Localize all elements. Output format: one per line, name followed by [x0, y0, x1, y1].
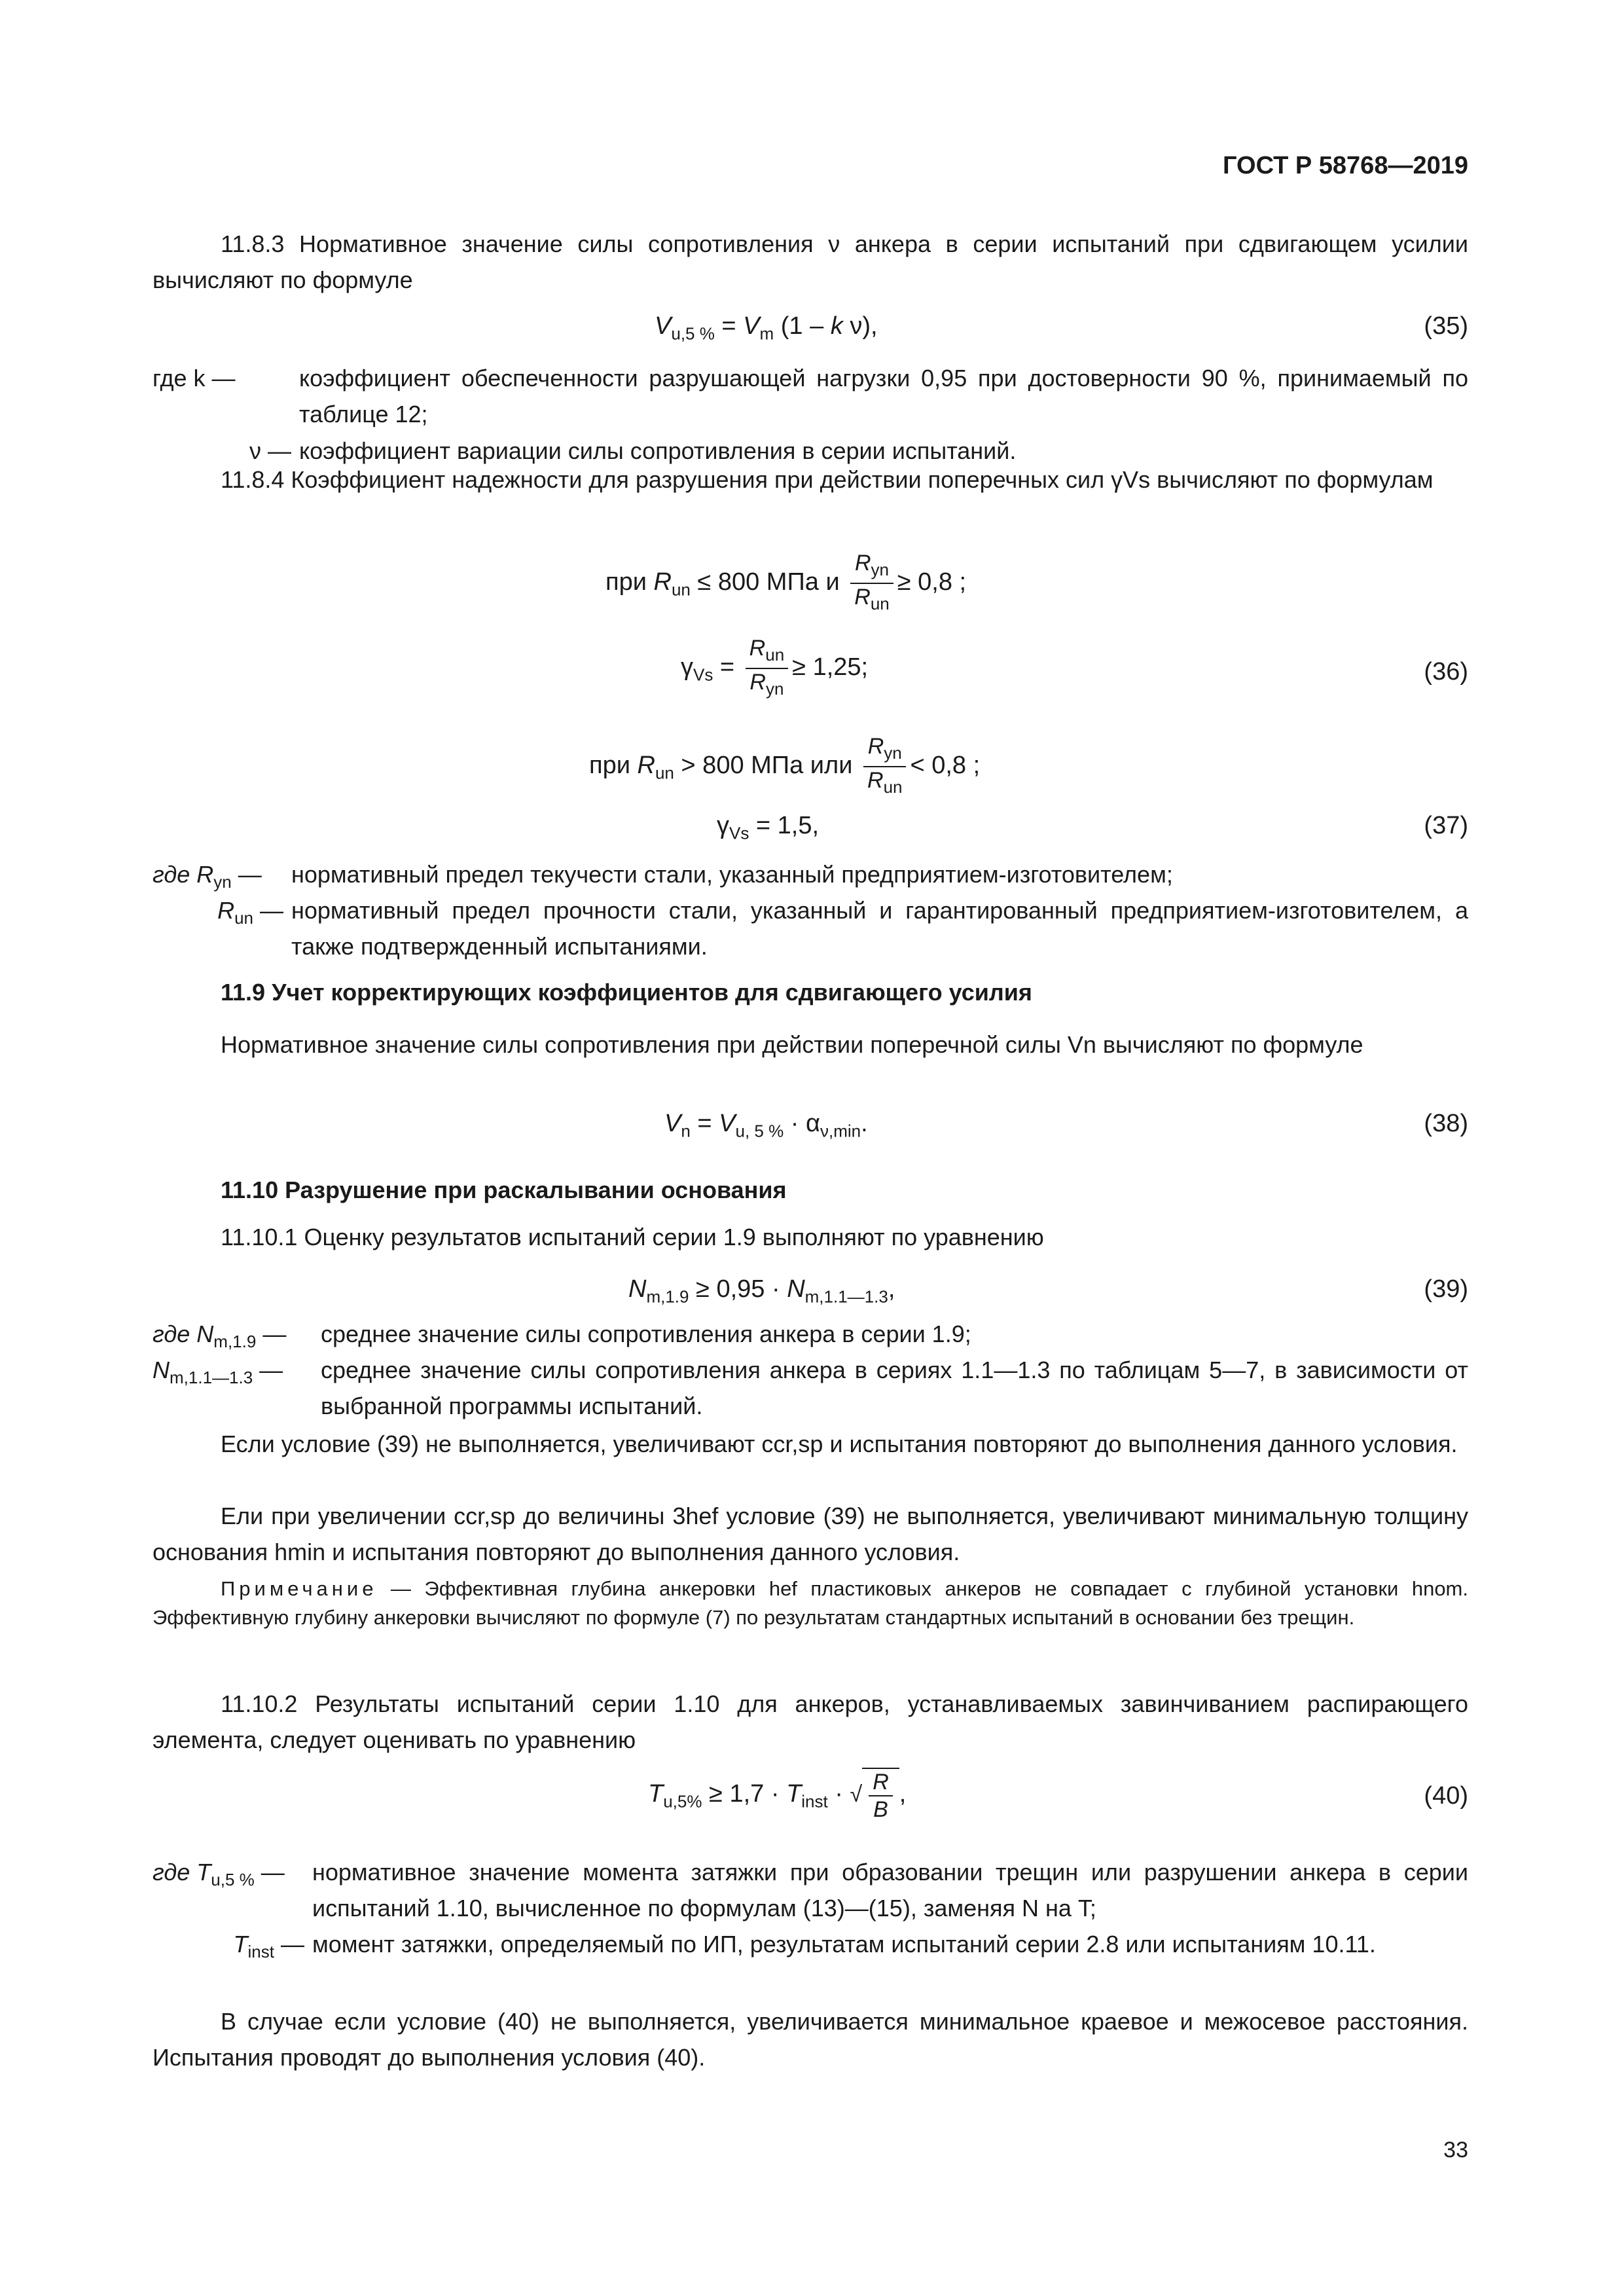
symbol: T — [786, 1780, 802, 1808]
operator: ≥ 0,95 · — [689, 1275, 787, 1303]
definition-term: где k — — [153, 365, 236, 392]
symbol: V — [664, 1110, 681, 1137]
subscript: u,5 % — [671, 323, 715, 344]
paragraph-text: Нормативное значение силы сопротивления при действии поперечной силы Vn вычисляют по формуле — [221, 1031, 1363, 1058]
dash: — — [253, 1357, 283, 1383]
text: ≥ 0,8 ; — [897, 568, 967, 596]
symbol: R — [749, 669, 766, 695]
paragraph-text: В случае если условие (40) не выполняется, увеличивается минимальное краевое и межосевое расстояния. Испытания проводят до выполнения условия (40). — [153, 2008, 1468, 2071]
paragraph-text: 11.10.1 Оценку результатов испытаний серии 1.9 выполняют по уравнению — [221, 1224, 1044, 1250]
symbol: T — [233, 1931, 248, 1958]
dash: — — [231, 861, 262, 888]
operator: (1 – — [774, 312, 831, 340]
definition-run — [153, 892, 1468, 964]
paragraph-text: 11.8.3 Нормативное значение силы сопротивления ν анкера в серии испытаний при сдвигающем усилии вычисляют по формуле — [153, 230, 1468, 293]
text: > 800 МПа или — [674, 751, 853, 779]
fraction — [746, 635, 788, 702]
paragraph-text: Если условие (39) не выполняется, увеличивают ccr,sp и испытания повторяют до выполнения данного условия. — [221, 1430, 1458, 1457]
section-heading-11-9: 11.9 Учет корректирующих коэффициентов для сдвигающего усилия — [221, 979, 1032, 1006]
note-text — [153, 1575, 1468, 1632]
symbol: N — [153, 1357, 170, 1383]
definition-text: коэффициент обеспеченности разрушающей нагрузки 0,95 при достоверности 90 %, принимаемый по таблице 12; — [299, 365, 1468, 428]
note-body: — Эффективная глубина анкеровки hef пластиковых анкеров не совпадает с глубиной установки hnom. Эффективную глубину анкеровки вычисляют по формуле (7) по результатам стандартных испытаний в основании без трещин. — [153, 1577, 1468, 1629]
subscript: un — [883, 776, 903, 797]
definition-text: нормативный предел прочности стали, указанный и гарантированный предприятием-изготовителем, а также подтвержденный испытаниями. — [291, 897, 1468, 960]
definition-text: нормативный предел текучести стали, указанный предприятием-изготовителем; — [291, 861, 1173, 888]
subscript: m,1.9 — [213, 1332, 257, 1352]
definition-nm1113 — [153, 1352, 1468, 1424]
paragraph-hmin — [153, 1498, 1468, 1570]
subscript: m — [759, 323, 774, 344]
operator: = — [714, 312, 744, 340]
dash: — — [256, 1321, 287, 1347]
document-header: ГОСТ Р 58768—2019 — [1223, 152, 1468, 179]
equation-number-38: (38) — [1424, 1110, 1468, 1137]
subscript: m,1.9 — [646, 1286, 689, 1307]
note-label: Примечание — [221, 1577, 378, 1600]
symbol: R — [867, 734, 884, 759]
equation-number-40: (40) — [1424, 1782, 1468, 1810]
text: при — [605, 568, 654, 596]
symbol: T — [648, 1780, 664, 1808]
subscript: yn — [871, 559, 890, 579]
subscript: m,1.1—1.3 — [804, 1286, 888, 1307]
text: при — [589, 751, 638, 779]
subscript: Vs — [729, 823, 749, 843]
formula-38 — [664, 1110, 868, 1142]
equation-number-36: (36) — [1424, 658, 1468, 685]
definition-text: среднее значение силы сопротивления анкера в серии 1.9; — [321, 1321, 971, 1347]
section-heading-11-10: 11.10 Разрушение при раскалывании основания — [221, 1176, 787, 1203]
subscript: un — [765, 644, 785, 665]
paragraph-11-8-3 — [153, 226, 1468, 298]
text: ≥ 1,25; — [792, 653, 869, 681]
symbol: R — [637, 751, 655, 779]
subscript: yn — [765, 678, 784, 699]
paragraph-11-9 — [153, 1027, 1468, 1063]
operator: · — [827, 1780, 850, 1808]
formula-39 — [628, 1275, 895, 1307]
equation-number-35: (35) — [1424, 312, 1468, 340]
subscript: un — [870, 593, 890, 613]
symbol: V — [743, 312, 760, 340]
subscript: u,5% — [663, 1791, 702, 1812]
note-block — [153, 1575, 1468, 1632]
formula-35 — [655, 312, 878, 344]
paragraph-11-10-2 — [153, 1686, 1468, 1758]
paragraph-condition-39 — [153, 1426, 1468, 1462]
subscript: Vs — [693, 665, 713, 685]
square-root: √ $\frac{R}{B}$ — [850, 1768, 899, 1823]
text: = 1,5, — [749, 812, 820, 839]
symbol: где T — [153, 1859, 211, 1886]
dash: — — [254, 1859, 285, 1886]
subscript: inst — [801, 1791, 828, 1812]
formula-40 — [648, 1768, 906, 1823]
operator: ≥ 1,7 · — [702, 1780, 787, 1808]
dash: — — [253, 897, 283, 924]
equation-number-39: (39) — [1424, 1275, 1468, 1303]
operator: ν), — [842, 312, 878, 340]
symbol: B — [873, 1797, 888, 1822]
symbol: R — [217, 897, 235, 924]
symbol: R — [867, 767, 884, 793]
symbol: N — [787, 1275, 805, 1303]
fraction — [850, 550, 893, 617]
definition-term — [153, 1352, 313, 1424]
subscript: un — [671, 579, 691, 600]
subscript: ν,min — [820, 1121, 861, 1141]
definition-tinst — [153, 1926, 1468, 1970]
symbol: V — [655, 312, 672, 340]
symbol: γ — [681, 653, 693, 681]
operator: · α — [784, 1110, 820, 1137]
paragraph-11-10-1 — [153, 1219, 1468, 1255]
subscript: yn — [884, 742, 902, 763]
symbol: R — [653, 568, 672, 596]
symbol: R — [854, 584, 871, 610]
symbol: k — [830, 312, 843, 340]
paragraph-text: 11.8.4 Коэффициент надежности для разрушения при действии поперечных сил γVs вычисляют по формулам — [221, 466, 1434, 493]
symbol: где N — [153, 1321, 214, 1347]
symbol: γ — [717, 812, 729, 839]
formula-37 — [717, 812, 819, 844]
paragraph-text: 11.10.2 Результаты испытаний серии 1.10 для анкеров, устанавливаемых завинчиванием распирающего элемента, следует оценивать по уравнению — [153, 1690, 1468, 1753]
subscript: n — [681, 1121, 691, 1141]
page-number: 33 — [1443, 2138, 1468, 2162]
formula-36 — [681, 635, 868, 702]
text: ≤ 800 МПа и — [690, 568, 840, 596]
text: , — [899, 1780, 907, 1808]
subscript: u,5 % — [211, 1870, 255, 1890]
definition-term — [153, 1854, 304, 1926]
subscript: un — [655, 763, 674, 783]
definition-text: коэффициент вариации силы сопротивления в серии испытаний. — [299, 437, 1017, 464]
subscript: u, 5 % — [735, 1121, 784, 1141]
definition-text: момент затяжки, определяемый по ИП, результатам испытаний серии 2.8 или испытаниям 10.11. — [312, 1931, 1376, 1958]
operator: = — [690, 1110, 719, 1137]
paragraph-text: Ели при увеличении ccr,sp до величины 3hef условие (39) не выполняется, увеличивают минимальную толщину основания hmin и испытания повторяют до выполнения данного условия. — [153, 1503, 1468, 1565]
subscript: m,1.1—1.3 — [170, 1368, 253, 1388]
definition-term: ν — — [249, 437, 291, 464]
symbol: V — [719, 1110, 736, 1137]
subscript: un — [234, 908, 253, 928]
paragraph-11-8-4 — [153, 462, 1468, 498]
text: , — [888, 1275, 895, 1303]
subscript: yn — [213, 872, 232, 892]
condition-2 — [589, 733, 980, 800]
dash: — — [274, 1931, 304, 1958]
operator: = — [719, 653, 735, 681]
definition-k — [153, 360, 1468, 432]
equation-number-37: (37) — [1424, 812, 1468, 839]
condition-1 — [605, 550, 966, 617]
fraction — [863, 733, 906, 800]
symbol: R — [873, 1770, 889, 1795]
definition-term — [153, 892, 283, 964]
paragraph-final — [153, 2003, 1468, 2075]
fraction — [869, 1769, 893, 1823]
text: < 0,8 ; — [910, 751, 981, 779]
definition-text: среднее значение силы сопротивления анкера в сериях 1.1—1.3 по таблицам 5—7, в зависимости от выбранной программы испытаний. — [321, 1357, 1468, 1419]
subscript: inst — [247, 1942, 274, 1962]
symbol: N — [628, 1275, 647, 1303]
definition-text: нормативное значение момента затяжки при образовании трещин или разрушении анкера в серии испытаний 1.10, вычисленное по формулам (13)—(15), заменяя N на T; — [312, 1859, 1468, 1922]
symbol: R — [749, 636, 766, 661]
symbol: R — [854, 551, 871, 575]
symbol: где R — [153, 861, 214, 888]
definition-tu5 — [153, 1854, 1468, 1926]
definition-term — [153, 1926, 304, 1970]
text: . — [861, 1110, 868, 1137]
